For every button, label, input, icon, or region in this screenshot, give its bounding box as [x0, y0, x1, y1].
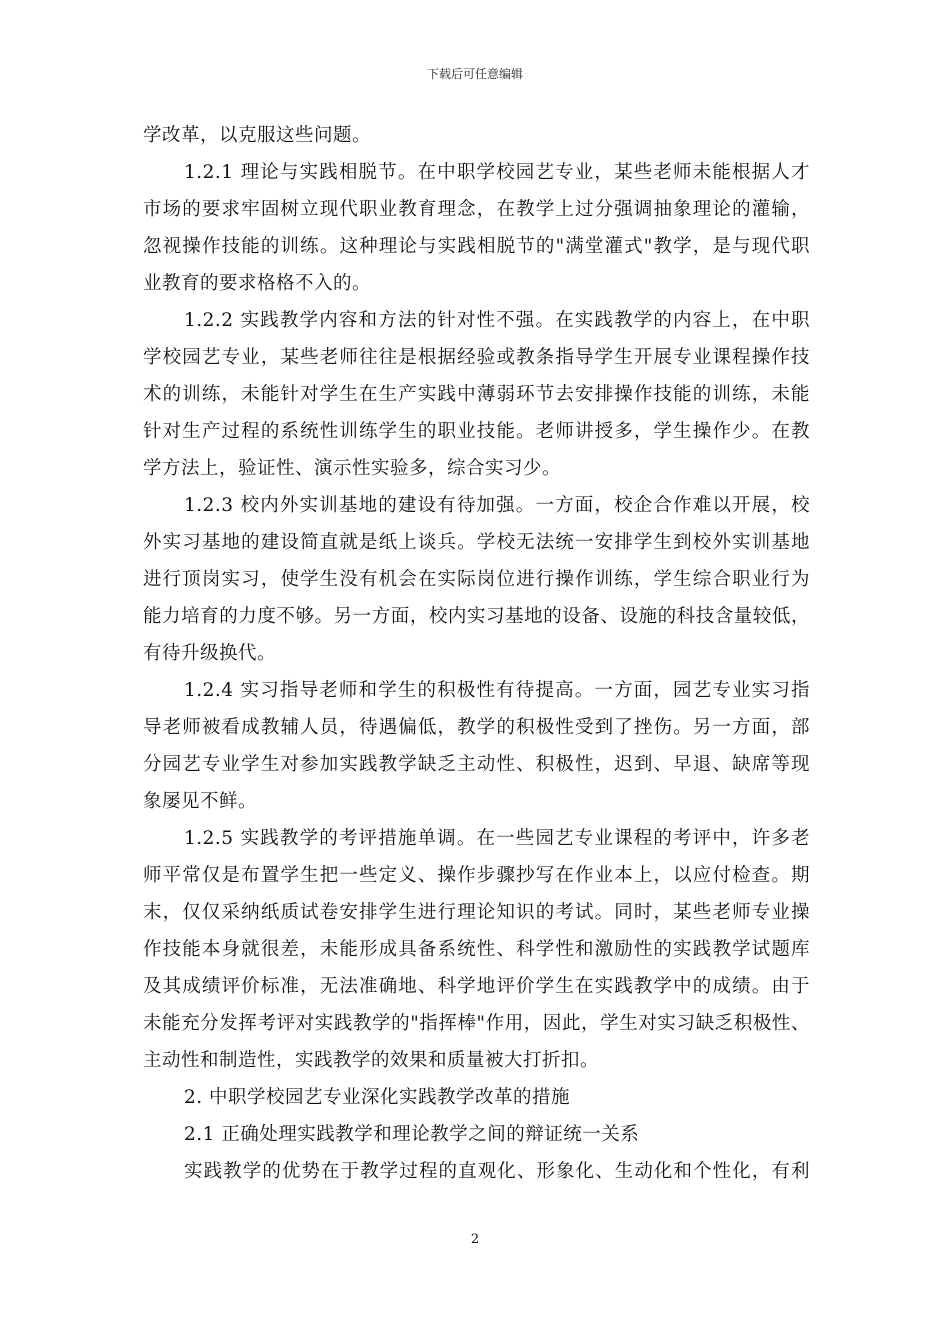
- text-line: 主动性和制造性，实践教学的效果和质量被大打折扣。: [143, 1050, 600, 1071]
- text-line: 1.2.5 实践教学的考评措施单调。在一些园艺专业课程的考评中，许多老: [184, 828, 810, 849]
- page-number: 2: [470, 1232, 480, 1247]
- text-line: 及其成绩评价标准，无法准确地、科学地评价学生在实践教学中的成绩。由于: [143, 976, 810, 997]
- document-body: [143, 117, 810, 1190]
- page-header: 下载后可任意编辑: [426, 67, 523, 81]
- text-line: 外实习基地的建设简直就是纸上谈兵。学校无法统一安排学生到校外实训基地: [143, 532, 810, 553]
- text-line: 作技能本身就很差，未能形成具备系统性、科学性和激励性的实践教学试题库: [143, 939, 810, 960]
- text-line: 有待升级换代。: [143, 643, 277, 664]
- text-line: 业教育的要求格格不入的。: [143, 273, 372, 294]
- text-line: 进行顶岗实习，使学生没有机会在实际岗位进行操作训练，学生综合职业行为: [143, 569, 810, 590]
- text-line: 术的训练，未能针对学生在生产实践中薄弱环节去安排操作技能的训练，未能: [143, 384, 810, 405]
- text-line: 学方法上，验证性、演示性实验多，综合实习少。: [143, 458, 562, 479]
- text-line: 1.2.4 实习指导老师和学生的积极性有待提高。一方面，园艺专业实习指: [184, 680, 810, 701]
- text-line: 末，仅仅采纳纸质试卷安排学生进行理论知识的考试。同时，某些老师专业操: [143, 902, 810, 923]
- text-line: 学校园艺专业，某些老师往往是根据经验或教条指导学生开展专业课程操作技: [143, 347, 810, 368]
- text-line: 学改革，以克服这些问题。: [143, 125, 372, 146]
- text-line: 能力培育的力度不够。另一方面，校内实习基地的设备、设施的科技含量较低，: [143, 606, 810, 627]
- text-line: 1.2.1 理论与实践相脱节。在中职学校园艺专业，某些老师未能根据人才: [184, 162, 810, 183]
- section-heading: 2. 中职学校园艺专业深化实践教学改革的措施: [184, 1087, 571, 1108]
- text-line: 实践教学的优势在于教学过程的直观化、形象化、生动化和个性化，有利: [184, 1161, 810, 1182]
- subsection-heading: 2.1 正确处理实践教学和理论教学之间的辩证统一关系: [184, 1124, 640, 1145]
- text-line: 1.2.3 校内外实训基地的建设有待加强。一方面，校企合作难以开展，校: [184, 495, 810, 516]
- text-line: 分园艺专业学生对参加实践教学缺乏主动性、积极性，迟到、早退、缺席等现: [143, 754, 810, 775]
- text-line: 师平常仅是布置学生把一些定义、操作步骤抄写在作业本上，以应付检查。期: [143, 865, 810, 886]
- text-line: 市场的要求牢固树立现代职业教育理念，在教学上过分强调抽象理论的灌输，: [143, 199, 810, 220]
- text-line: 忽视操作技能的训练。这种理论与实践相脱节的"满堂灌式"教学，是与现代职: [143, 236, 810, 257]
- text-line: 1.2.2 实践教学内容和方法的针对性不强。在实践教学的内容上，在中职: [184, 310, 810, 331]
- text-line: 针对生产过程的系统性训练学生的职业技能。老师讲授多，学生操作少。在教: [143, 421, 810, 442]
- text-line: 象屡见不鲜。: [143, 791, 258, 812]
- text-line: 未能充分发挥考评对实践教学的"指挥棒"作用，因此，学生对实习缺乏积极性、: [143, 1013, 810, 1034]
- text-line: 导老师被看成教辅人员，待遇偏低，教学的积极性受到了挫伤。另一方面，部: [143, 717, 810, 738]
